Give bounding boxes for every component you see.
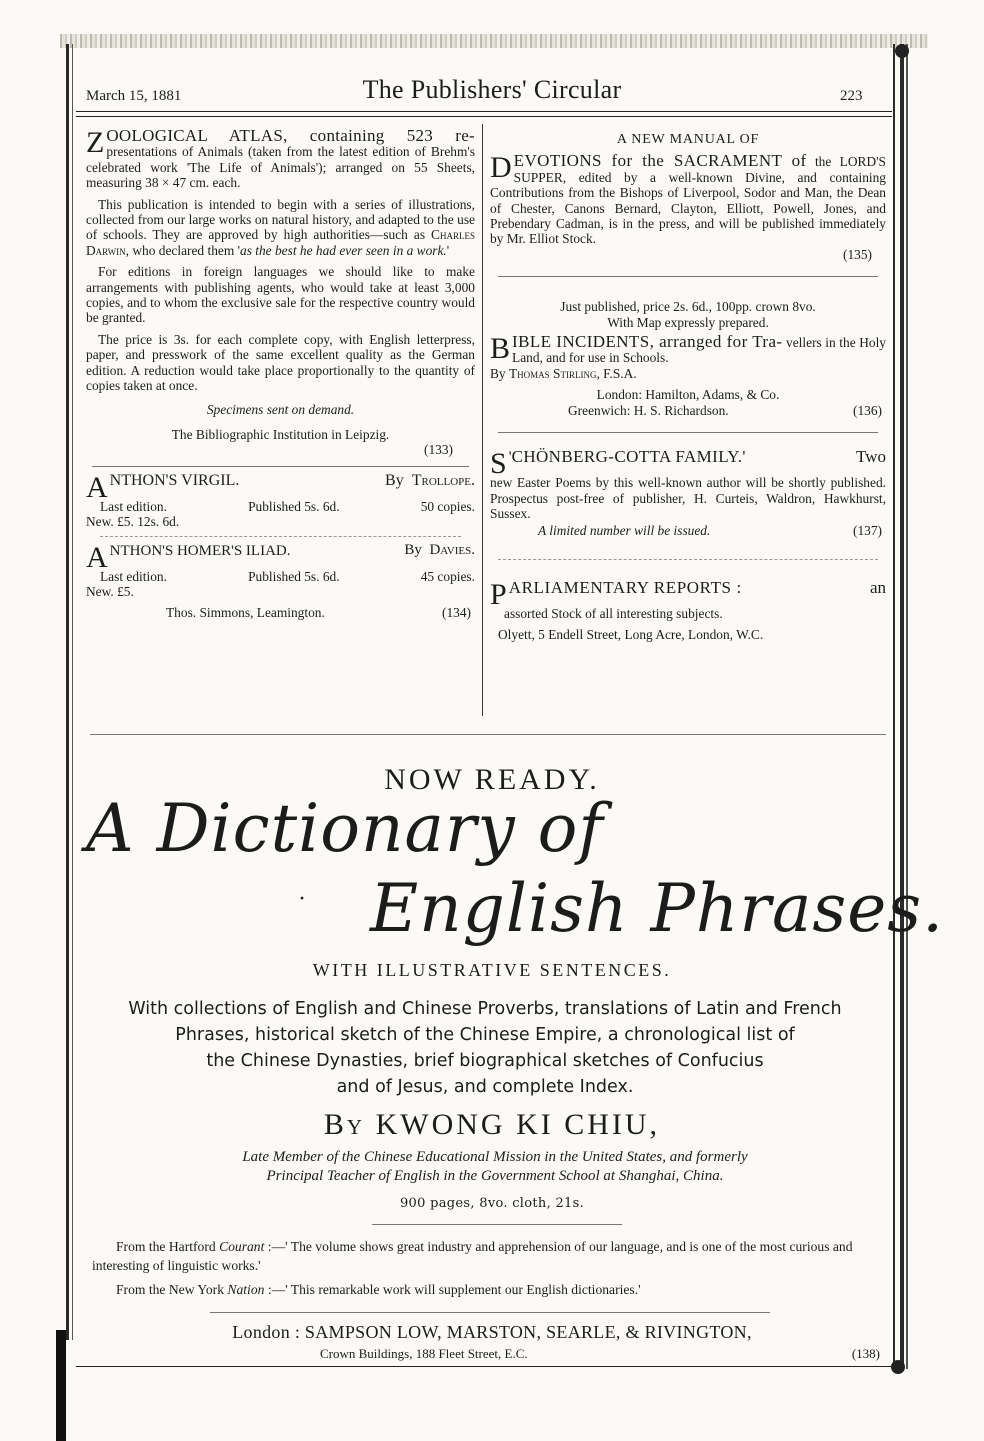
description-line: the Chinese Dynasties, brief biographical sketches of Confucius — [206, 1051, 764, 1071]
drop-cap: D — [490, 151, 512, 185]
ad-body: new Easter Poems by this well-known author will be shortly published. Prospectus post-free of publisher, H. Curteis, Waldron, Hawkhurst, Sussex. — [490, 475, 886, 521]
now-ready-heading: NOW READY. — [384, 763, 600, 796]
ad-heading: CHÖNBERG-COTTA FAMILY.' — [511, 447, 746, 467]
page-bottom-rule — [76, 1366, 892, 1367]
description-line: Phrases, historical sketch of the Chinese Empire, a chronological list of — [175, 1025, 795, 1045]
ad-kicker: A NEW MANUAL OF — [616, 132, 760, 147]
author-description — [90, 1148, 900, 1186]
ad-reference: (138) — [851, 1346, 880, 1361]
book-description — [80, 996, 890, 1100]
ad-reference: (135) — [842, 246, 872, 262]
author-description-line: Late Member of the Chinese Educational Mission in the United States, and formerly — [242, 1149, 748, 1165]
bible-incidents-ad — [490, 299, 886, 418]
short-rule — [210, 1312, 770, 1313]
new-price: New. £5. 12s. 6d. — [86, 514, 180, 530]
edition: Last edition. — [100, 568, 167, 584]
devotions-ad — [490, 132, 886, 262]
specimens-note: Specimens sent on demand. — [206, 401, 355, 417]
corner-ornament-top — [895, 44, 909, 58]
ad-reference: (134) — [441, 605, 471, 621]
right-border-thick-rule — [900, 44, 904, 1369]
ad-reference: (133) — [423, 442, 453, 458]
drop-cap: A — [86, 540, 108, 574]
quote-close: ' — [446, 242, 450, 258]
author-description-line: Principal Teacher of English in the Government School at Shanghai, China. — [266, 1168, 724, 1184]
ad-paragraph: For editions in foreign languages we should like to make arrangements with publishing agents, who would take at least 3,000 copies, and to whom the exclusive sale for the respective country would be granted. — [86, 264, 475, 326]
left-column — [86, 128, 475, 621]
publisher-line: London : SAMPSON LOW, MARSTON, SEARLE, & RIVINGTON, — [232, 1322, 752, 1342]
ad-heading: OOLOGICAL ATLAS, containing 523 re- — [106, 126, 475, 145]
by-label: By — [385, 471, 404, 489]
ad-intro: presentations of Animals (taken from the latest edition of Brehm's celebrated work 'The Life of Animals'); arranged on 55 Sheets, measuring 38 × 47 cm. each. — [86, 144, 475, 191]
description-line: and of Jesus, and complete Index. — [336, 1077, 634, 1097]
page-top-border — [60, 34, 928, 48]
right-column — [490, 132, 886, 643]
book-title-line1: A Dictionary of — [86, 790, 604, 867]
header-rule — [76, 111, 892, 112]
book-title-line2: English Phrases. — [370, 870, 945, 947]
endorser-name: Charles Darwin — [86, 227, 475, 258]
open-quote: ' — [508, 449, 512, 467]
by-label: By — [404, 541, 422, 558]
drop-cap: B — [490, 332, 511, 366]
ad-heading: ARLIAMENTARY REPORTS : — [508, 577, 742, 597]
new-price: New. £5. — [86, 583, 134, 599]
ad-paragraph-mid: , who declared them ' — [125, 242, 241, 258]
edition: Last edition. — [100, 498, 167, 514]
limited-note: A limited number will be issued. — [538, 523, 711, 539]
drop-cap: Z — [86, 126, 105, 159]
left-border-inner-rule — [72, 44, 73, 1340]
ad-separator — [498, 559, 878, 560]
anthon-virgil-ad — [86, 470, 475, 530]
copies: 50 copies. — [420, 498, 475, 514]
ad-body: the LORD'S SUPPER, edited by a well-known Divine, and containing Contributions from the Bishops of Liverpool, Sodor and Man, the Dean of Chester, Canons Bernard, Clayton, Elliott, Powell, Jones, and Prebendary Cadman, is in the press, and will be published immediately by Mr. Elliot Stock. — [490, 154, 886, 247]
endorsement-quote: as the best he had ever seen in a work. — [240, 242, 447, 258]
ad-separator — [498, 276, 878, 277]
author: Trollope. — [411, 471, 475, 489]
publication-notice: Just published, price 2s. 6d., 100pp. crown 8vo. — [560, 299, 816, 315]
author: Thomas Stirling — [508, 365, 597, 381]
newspaper-name: Courant — [219, 1239, 265, 1254]
parliamentary-reports-ad — [490, 577, 886, 643]
by-label: By — [490, 365, 509, 381]
ad-body: assorted Stock of all interesting subjects. — [504, 605, 723, 621]
ad-reference: (136) — [852, 402, 882, 418]
ad-separator — [100, 536, 461, 537]
drop-cap: S — [490, 447, 507, 481]
column-divider — [482, 124, 483, 716]
short-rule — [372, 1224, 622, 1225]
ad-separator — [498, 432, 878, 433]
right-border-inner-rule — [906, 44, 908, 1369]
author: Davies. — [429, 541, 475, 558]
ad-paragraph: This publication is intended to begin with a series of illustrations, collected from our large works on natural history, and adapted to the use of schools. They are approved by high authorities—such as — [86, 196, 475, 243]
left-border-rule — [66, 44, 69, 1340]
ad-heading: NTHON'S HOMER'S ILIAD. — [109, 542, 291, 559]
drop-cap: A — [86, 470, 108, 504]
publisher-greenwich: Greenwich: H. S. Richardson. — [568, 402, 729, 418]
quote-text: :—' The volume shows great industry and apprehension of our language, and is one of the most curious and interesting of linguistic works.' — [92, 1239, 853, 1273]
quote-source: From the New York — [116, 1282, 228, 1297]
header-rule-thin — [76, 116, 892, 117]
publisher-address: Crown Buildings, 188 Fleet Street, E.C. — [320, 1346, 528, 1361]
anthon-homer-ad — [86, 540, 475, 621]
ad-separator — [92, 466, 469, 467]
drop-cap: P — [490, 577, 507, 611]
issue-date: March 15, 1881 — [86, 88, 182, 104]
ad-heading-end: Two — [856, 447, 886, 467]
advertiser: Thos. Simmons, Leamington. — [166, 605, 325, 621]
advertiser-address: Olyett, 5 Endell Street, Long Acre, London, W.C. — [498, 627, 764, 643]
ad-reference: (137) — [852, 523, 882, 539]
map-note: With Map expressly prepared. — [607, 314, 769, 330]
book-format-price: 900 pages, 8vo. cloth, 21s. — [399, 1196, 585, 1211]
section-rule — [90, 734, 886, 735]
zoological-atlas-ad — [86, 128, 475, 458]
ad-paragraph: The price is 3s. for each complete copy, with English letterpress, paper, and presswork of the same excellent quality as the German edition. A reduction would take place proportionally to the quantity of copies taken at once. — [86, 331, 475, 394]
book-subtitle: WITH ILLUSTRATIVE SENTENCES. — [312, 960, 672, 980]
publisher-address-line — [320, 1346, 880, 1362]
newspaper-name: Nation — [227, 1282, 265, 1297]
ad-heading: IBLE INCIDENTS, arranged for Tra- — [512, 332, 783, 352]
publication-title: The Publishers' Circular — [362, 75, 622, 104]
quote-text: :—' This remarkable work will supplement our English dictionaries.' — [264, 1282, 641, 1297]
ad-heading: EVOTIONS for the SACRAMENT of — [513, 151, 807, 171]
ad-body: vellers in the Holy Land, and for use in Schools. — [512, 335, 887, 366]
copies: 45 copies. — [420, 568, 475, 584]
press-quotes — [92, 1238, 892, 1300]
price: Published 5s. 6d. — [248, 568, 340, 584]
publisher-london: London: Hamilton, Adams, & Co. — [596, 387, 780, 403]
corner-ornament-bottom — [891, 1360, 905, 1374]
binding-spine — [56, 1330, 66, 1441]
advertiser: The Bibliographic Institution in Leipzig. — [171, 426, 390, 442]
schonberg-ad — [490, 449, 886, 539]
page-number: 223 — [840, 88, 863, 104]
title-dot: · — [298, 886, 306, 912]
ad-heading-end: an — [869, 577, 886, 597]
description-line: With collections of English and Chinese Proverbs, translations of Latin and French — [128, 999, 842, 1019]
ad-heading: NTHON'S VIRGIL. — [109, 471, 240, 489]
quote-source: From the Hartford — [116, 1239, 220, 1254]
price: Published 5s. 6d. — [248, 498, 340, 514]
author-suffix: , F.S.A. — [596, 365, 637, 381]
book-author: By KWONG KI CHIU, — [323, 1108, 661, 1141]
